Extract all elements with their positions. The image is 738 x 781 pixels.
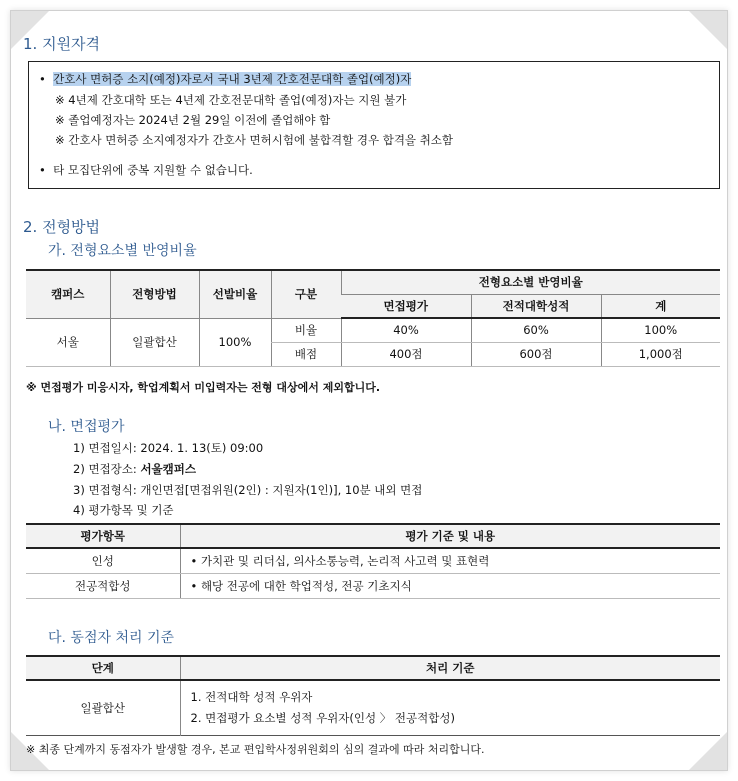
interview-format: 3) 면접형식: 개인면접[면접위원(2인) : 지원자(1인)], 10분 내외 면접 <box>73 483 423 497</box>
eligibility-note: ※ 4년제 간호대학 또는 4년제 간호전문대학 졸업(예정)자는 지원 불가 <box>55 93 407 107</box>
cell-grades: 600점 <box>471 342 601 366</box>
cell-total: 1,000점 <box>601 342 720 366</box>
eligibility-note: ※ 간호사 면허증 소지예정자가 간호사 면허시험에 불합격할 경우 합격을 취소함 <box>55 133 454 147</box>
cell-total: 100% <box>601 318 720 342</box>
header-grades: 전적대학성적 <box>471 294 601 318</box>
cell-interview: 40% <box>341 318 471 342</box>
header-interview: 면접평가 <box>341 294 471 318</box>
table-row <box>26 573 720 598</box>
table-row <box>26 680 720 736</box>
tiebreak-note: ※ 최종 단계까지 동점자가 발생할 경우, 본교 편입학사정위원회의 심의 결과에 따라 처리합니다. <box>26 743 485 756</box>
subsection-a-title: 가. 전형요소별 반영비율 <box>48 243 197 259</box>
table-row <box>26 548 720 573</box>
header-total: 계 <box>601 294 720 318</box>
evaluation-table <box>26 523 720 599</box>
header-category: 구분 <box>271 270 341 318</box>
section-2-title: 2. 전형방법 <box>23 218 101 236</box>
cell-item: 전공적합성 <box>26 573 180 598</box>
header-item: 평가항목 <box>26 524 180 548</box>
cell-campus: 서울 <box>26 318 110 366</box>
cell-method: 일괄합산 <box>110 318 199 366</box>
place-value: 서울캠퍼스 <box>140 462 196 476</box>
header-criteria: 처리 기준 <box>180 656 720 680</box>
cell-criteria <box>180 680 720 736</box>
section-1-title: 1. 지원자격 <box>23 35 101 53</box>
cell-category: 배점 <box>271 342 341 366</box>
cell-content: • 가치관 및 리더십, 의사소통능력, 논리적 사고력 및 표현력 <box>180 548 720 573</box>
cell-content: • 해당 전공에 대한 학업적성, 전공 기초지식 <box>180 573 720 598</box>
cell-item: 인성 <box>26 548 180 573</box>
header-method: 전형방법 <box>110 270 199 318</box>
cell-category: 비율 <box>271 318 341 342</box>
highlighted-text: 간호사 면허증 소지(예정)자로서 국내 3년제 간호전문대학 졸업(예정)자 <box>53 72 412 86</box>
eligibility-box <box>28 61 720 189</box>
eligibility-bullet-2: • 타 모집단위에 중복 지원할 수 없습니다. <box>39 163 253 177</box>
header-content: 평가 기준 및 내용 <box>180 524 720 548</box>
header-campus: 캠퍼스 <box>26 270 110 318</box>
interview-criteria: 4) 평가항목 및 기준 <box>73 503 174 517</box>
header-stage: 단계 <box>26 656 180 680</box>
cell-ratio: 100% <box>199 318 271 366</box>
table-row <box>26 318 720 342</box>
subsection-c-title: 다. 동점자 처리 기준 <box>48 630 174 646</box>
interview-date: 1) 면접일시: 2024. 1. 13(토) 09:00 <box>73 441 264 455</box>
page-corner-fold <box>689 732 727 770</box>
subsection-b-title: 나. 면접평가 <box>48 419 125 435</box>
place-label: 2) 면접장소: <box>73 462 141 476</box>
tiebreak-table <box>26 655 720 736</box>
ratio-table <box>26 269 720 367</box>
cell-interview: 400점 <box>341 342 471 366</box>
eligibility-note: ※ 졸업예정자는 2024년 2월 29일 이전에 졸업해야 함 <box>55 113 331 127</box>
eligibility-bullet-1: • 간호사 면허증 소지(예정)자로서 국내 3년제 간호전문대학 졸업(예정)자 <box>39 72 412 86</box>
header-group: 전형요소별 반영비율 <box>341 270 720 294</box>
criteria-line: 2. 면접평가 요소별 성적 우위자(인성 〉 전공적합성) <box>190 711 455 725</box>
page-corner-fold <box>689 11 727 49</box>
cell-grades: 60% <box>471 318 601 342</box>
ratio-note: ※ 면접평가 미응시자, 학업계획서 미입력자는 전형 대상에서 제외합니다. <box>26 381 381 394</box>
bullet-2-text: 타 모집단위에 중복 지원할 수 없습니다. <box>53 163 253 177</box>
interview-place <box>73 461 196 477</box>
header-ratio: 선발비율 <box>199 270 271 318</box>
criteria-line: 1. 전적대학 성적 우위자 <box>190 690 313 704</box>
cell-stage: 일괄합산 <box>80 701 125 715</box>
document-page <box>10 10 728 771</box>
